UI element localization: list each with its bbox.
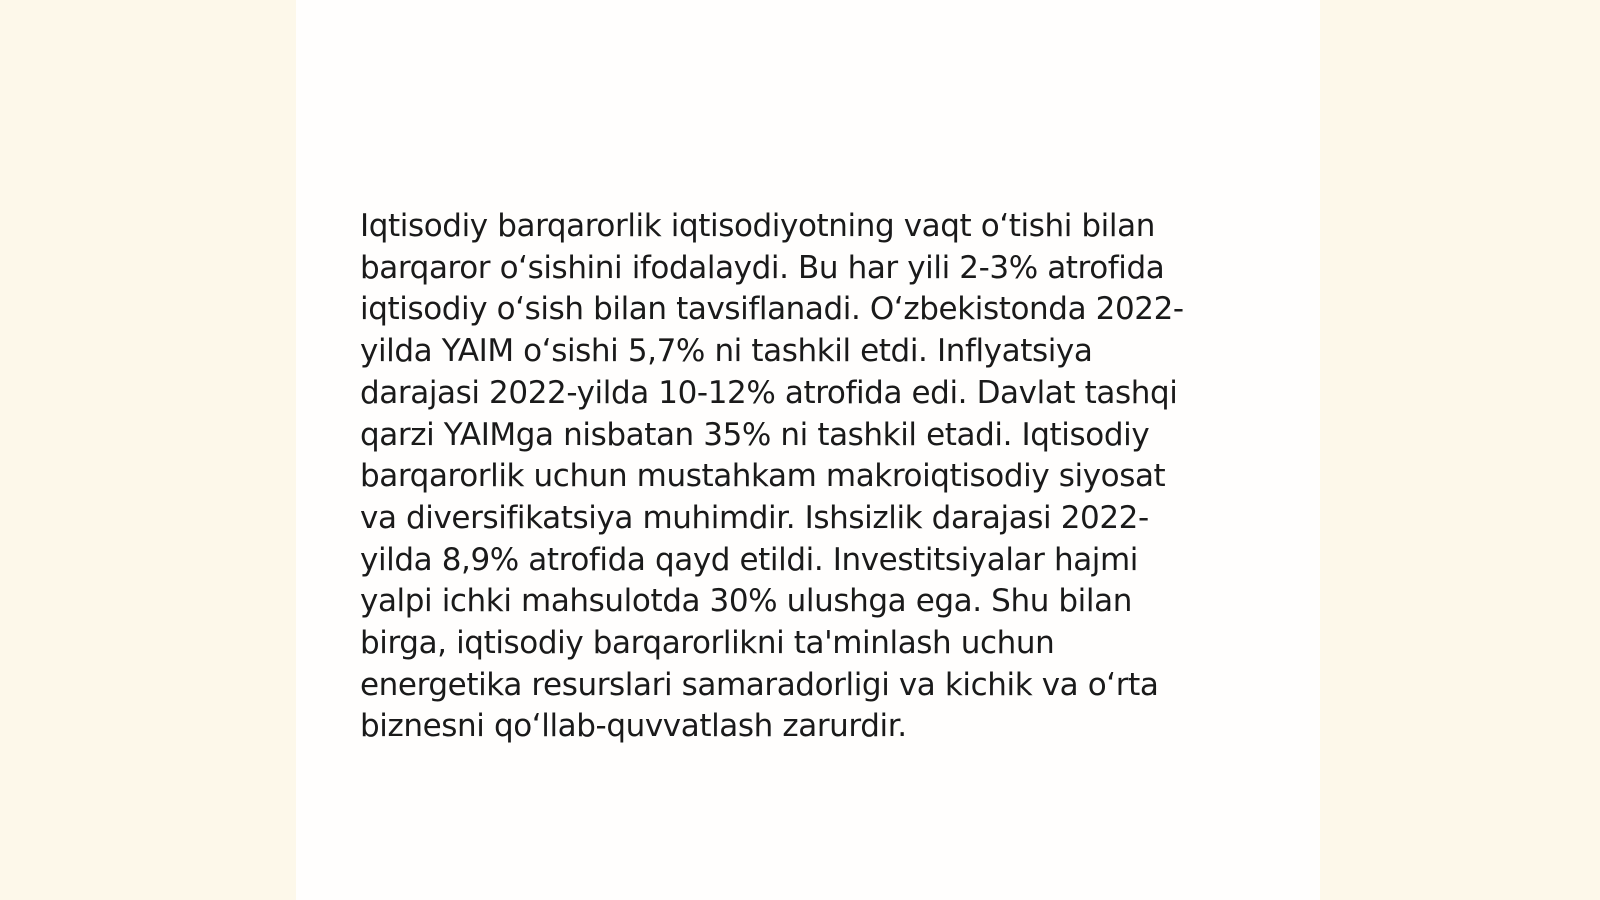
document-page bbox=[296, 0, 1320, 900]
paragraph-line: birga, iqtisodiy barqarorlikni ta'minlash uchun bbox=[360, 625, 1055, 662]
paragraph-line: yilda YAIM oʻsishi 5,7% ni tashkil etdi. Inflyatsiya bbox=[360, 333, 1093, 370]
paragraph-line: yalpi ichki mahsulotda 30% ulushga ega. Shu bilan bbox=[360, 583, 1132, 620]
paragraph-line: qarzi YAIMga nisbatan 35% ni tashkil etadi. Iqtisodiy bbox=[360, 416, 1150, 453]
paragraph-line: yilda 8,9% atrofida qayd etildi. Investitsiyalar hajmi bbox=[360, 541, 1139, 578]
paragraph-line: energetika resurslari samaradorligi va kichik va oʻrta bbox=[360, 666, 1159, 703]
paragraph-line: va diversifikatsiya muhimdir. Ishsizlik darajasi 2022- bbox=[360, 499, 1149, 536]
paragraph-line: barqarorlik uchun mustahkam makroiqtisodiy siyosat bbox=[360, 458, 1166, 495]
paragraph-line: biznesni qoʻllab-quvvatlash zarurdir. bbox=[360, 708, 907, 745]
paragraph-line: iqtisodiy oʻsish bilan tavsiflanadi. Oʻzbekistonda 2022- bbox=[360, 291, 1184, 328]
paragraph-line: Iqtisodiy barqarorlik iqtisodiyotning vaqt oʻtishi bilan bbox=[360, 208, 1155, 244]
body-paragraph bbox=[360, 206, 1260, 748]
paragraph-line: barqaror oʻsishini ifodalaydi. Bu har yili 2-3% atrofida bbox=[360, 249, 1165, 286]
right-margin bbox=[1320, 0, 1600, 900]
paragraph-line: darajasi 2022-yilda 10-12% atrofida edi. Davlat tashqi bbox=[360, 374, 1178, 411]
left-margin bbox=[0, 0, 296, 900]
